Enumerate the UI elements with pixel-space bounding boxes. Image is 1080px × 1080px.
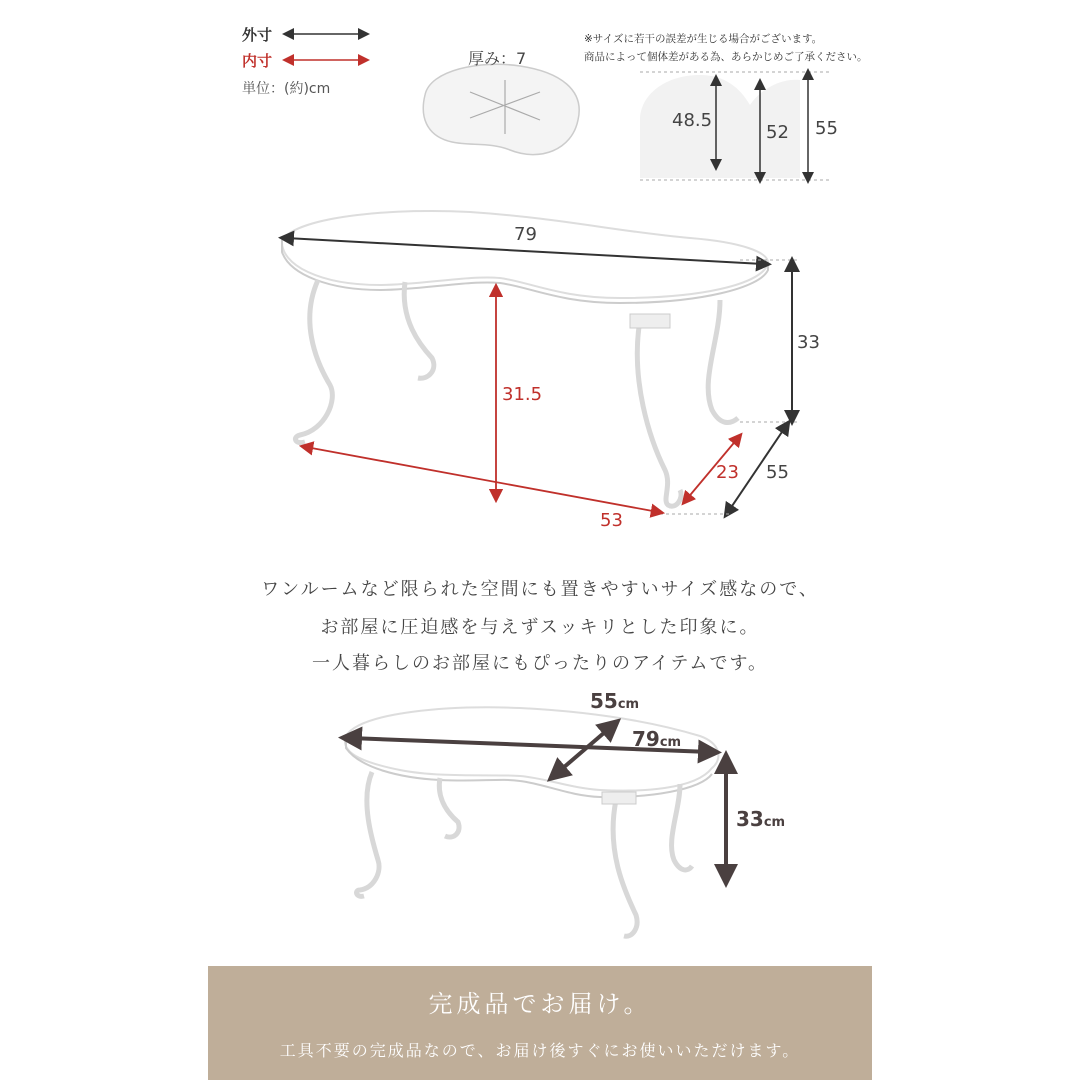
label-height-outer: 33 xyxy=(797,332,820,353)
description-line-3: 一人暮らしのお部屋にもぴったりのアイテムです。 xyxy=(311,653,769,674)
second-height-value: 33 xyxy=(736,807,764,831)
label-width-inner: 53 xyxy=(600,510,623,531)
banner-subtitle: 工具不要の完成品なので、お届け後すぐにお使いいただけます。 xyxy=(279,1041,801,1060)
label-width-outer: 79 xyxy=(514,224,537,245)
top-view-shape xyxy=(640,72,830,180)
svg-text:33cm xyxy=(736,807,785,831)
svg-text:55cm xyxy=(590,689,639,713)
top-view-d1: 48.5 xyxy=(672,110,713,131)
description-line-2: お部屋に圧迫感を与えずスッキリとした印象に。 xyxy=(320,617,760,638)
arrow-width-inner xyxy=(306,447,658,512)
notice-line-1: ※サイズに若干の誤差が生じる場合がございます。 xyxy=(584,33,823,45)
description-line-1: ワンルームなど限られた空間にも置きやすいサイズ感なので、 xyxy=(261,579,819,600)
second-width-unit: cm xyxy=(659,735,682,750)
second-depth-value: 55 xyxy=(590,689,618,713)
notice-line-2: 商品によって個体差がある為、あらかじめご了承ください。 xyxy=(584,51,868,63)
banner-title: 完成品でお届け。 xyxy=(428,990,652,1018)
second-depth-unit: cm xyxy=(617,697,640,712)
legend-inner-label: 内寸 xyxy=(242,52,273,70)
thickness-label: 厚み：7 xyxy=(468,49,527,68)
top-view-d3: 55 xyxy=(815,118,838,139)
legend-outer-label: 外寸 xyxy=(242,26,273,44)
unit-label: 単位：(約)cm xyxy=(242,81,331,97)
label-depth-outer: 55 xyxy=(766,462,789,483)
label-height-inner: 31.5 xyxy=(502,384,543,405)
second-height-unit: cm xyxy=(763,815,786,830)
second-width-value: 79 xyxy=(632,727,660,751)
completion-banner xyxy=(208,966,872,1080)
label-depth-inner: 23 xyxy=(716,462,739,483)
top-view-d2: 52 xyxy=(766,122,789,143)
notice-block xyxy=(584,30,868,66)
tabletop-underside-illustration xyxy=(423,64,579,154)
